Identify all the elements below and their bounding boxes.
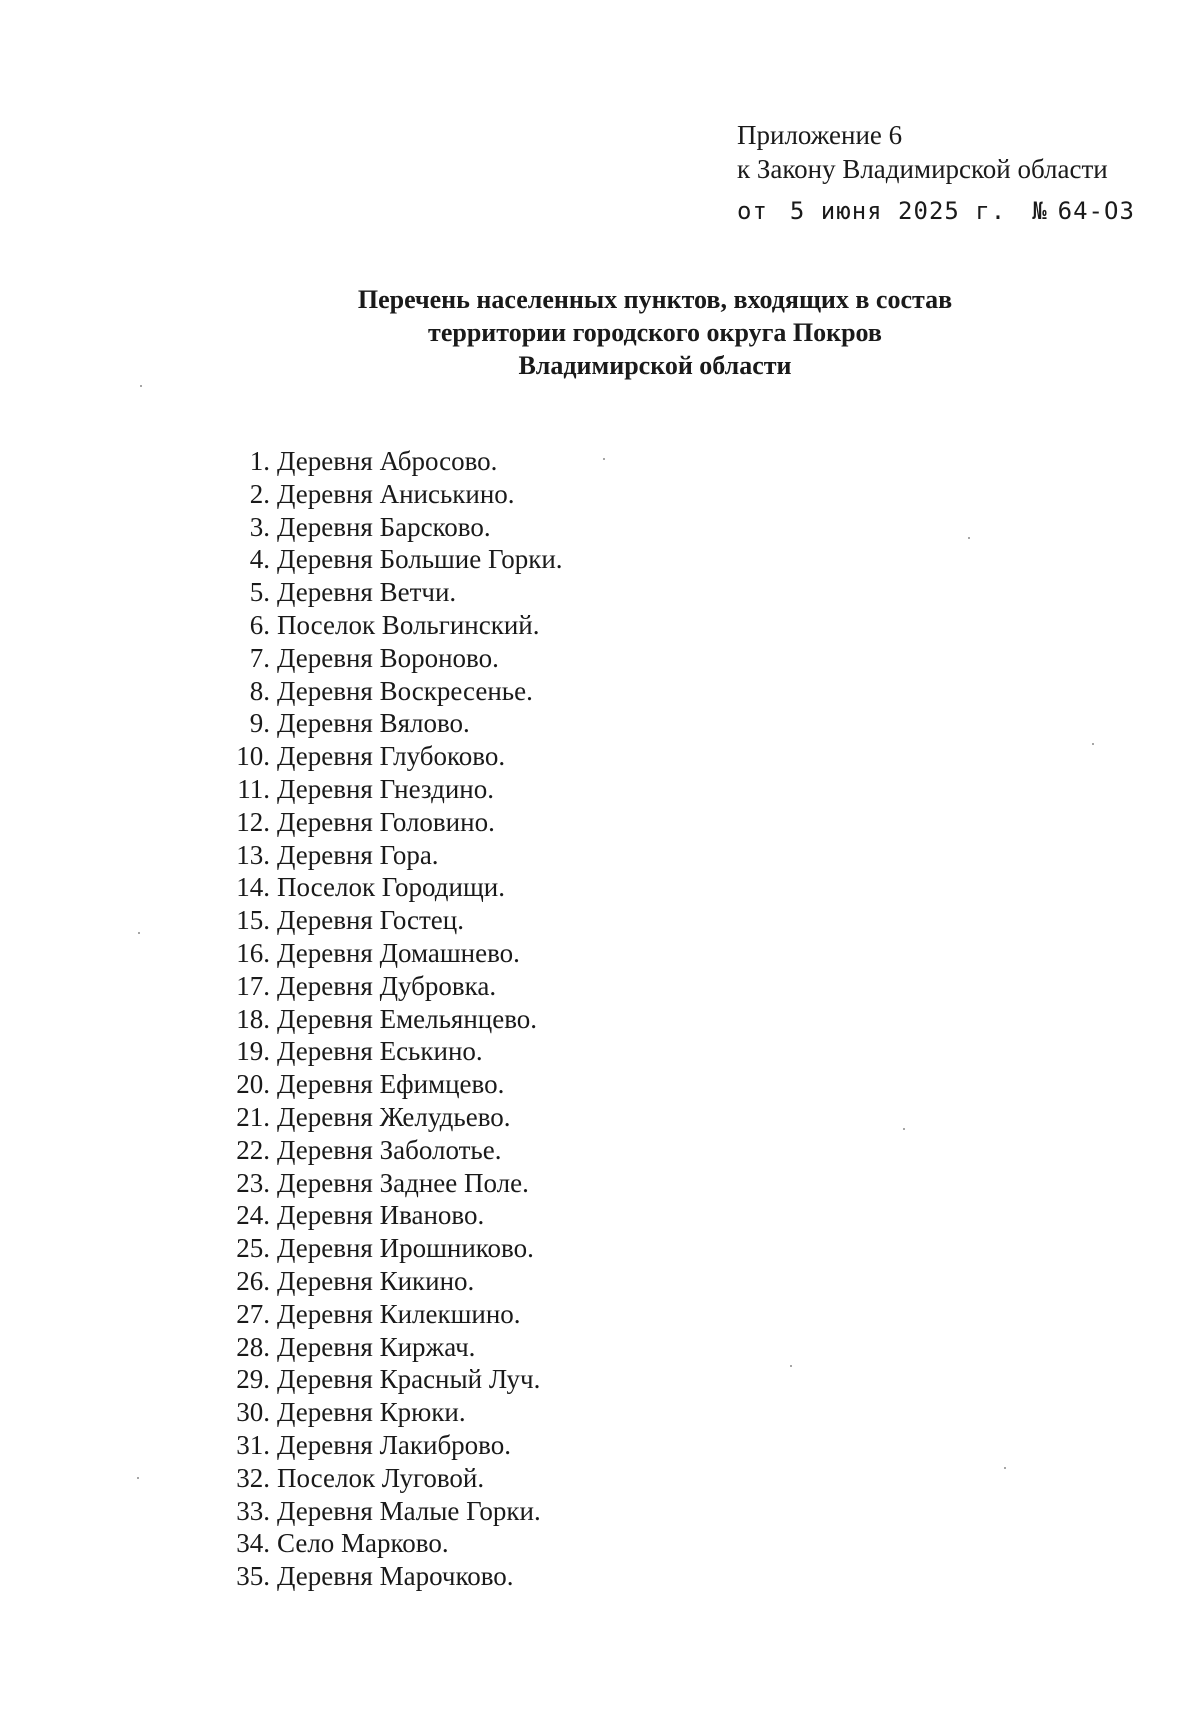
settlement-number: 8.	[249, 675, 270, 706]
settlement-item	[230, 806, 563, 839]
settlement-item	[230, 511, 563, 544]
scan-speck	[790, 1365, 792, 1367]
settlement-name: Деревня Желудьево.	[277, 1101, 511, 1132]
settlement-number: 33.	[236, 1495, 270, 1526]
settlement-item	[230, 1396, 563, 1429]
settlement-number: 13.	[236, 839, 270, 870]
settlement-name: Деревня Абросово.	[277, 446, 498, 476]
law-number: 64-ОЗ	[1057, 197, 1135, 225]
settlement-number: 24.	[236, 1200, 270, 1231]
scan-speck	[903, 1128, 905, 1130]
settlement-name: Деревня Заднее Поле.	[277, 1167, 529, 1198]
settlement-item	[230, 609, 563, 642]
settlement-name: Деревня Ветчи.	[277, 577, 457, 608]
appendix-date-number	[737, 194, 1177, 228]
settlement-name: Деревня Килекшино.	[277, 1298, 521, 1329]
settlement-name: Деревня Домашнево.	[277, 937, 520, 968]
settlement-number: 35.	[236, 1561, 270, 1592]
law-date: 5 июня 2025 г.	[789, 197, 1007, 225]
settlement-item	[230, 1527, 563, 1560]
settlement-name: Деревня Гостец.	[277, 905, 464, 936]
settlement-name: Деревня Марочково.	[277, 1561, 514, 1592]
scan-speck	[603, 458, 605, 460]
settlement-item	[230, 1265, 563, 1298]
settlement-number: 14.	[236, 872, 270, 903]
settlement-number: 18.	[236, 1003, 270, 1034]
settlement-number: 21.	[236, 1101, 270, 1132]
settlement-item	[230, 1331, 563, 1364]
settlement-number: 7.	[249, 642, 270, 673]
settlement-name: Деревня Малые Горки.	[277, 1495, 541, 1526]
settlement-item	[230, 1101, 563, 1134]
number-label: №	[1032, 197, 1048, 225]
settlement-number: 6.	[249, 609, 270, 640]
settlement-number: 32.	[236, 1462, 270, 1493]
settlement-item	[230, 1429, 563, 1462]
settlement-name: Деревня Заболотье.	[277, 1134, 502, 1165]
settlement-number: 4.	[249, 544, 270, 575]
settlement-item	[230, 576, 563, 609]
scan-speck	[140, 385, 142, 387]
settlement-name: Поселок Луговой.	[277, 1462, 485, 1493]
settlement-name: Поселок Городищи.	[277, 872, 505, 903]
settlement-name: Деревня Кикино.	[277, 1265, 475, 1296]
settlement-name: Деревня Еськино.	[277, 1036, 483, 1067]
settlement-item	[230, 904, 563, 937]
settlement-item	[230, 1068, 563, 1101]
settlement-name: Деревня Большие Горки.	[277, 544, 563, 575]
settlement-name: Село Марково.	[277, 1528, 449, 1559]
settlement-item	[230, 478, 563, 511]
settlement-name: Деревня Воскресенье.	[277, 675, 533, 706]
settlement-name: Деревня Вороново.	[277, 642, 499, 673]
settlement-item	[230, 1232, 563, 1265]
settlement-number: 3.	[249, 511, 270, 542]
settlement-name: Деревня Красный Луч.	[277, 1364, 541, 1395]
settlement-item	[230, 773, 563, 806]
settlement-number: 19.	[236, 1036, 270, 1067]
settlement-number: 20.	[236, 1069, 270, 1100]
scan-speck	[1004, 1467, 1006, 1469]
settlement-item	[230, 1199, 563, 1232]
document-title	[200, 283, 1110, 382]
title-line-3: Владимирской области	[518, 351, 792, 380]
settlement-item	[230, 1560, 563, 1593]
settlement-item	[230, 1167, 563, 1200]
settlement-name: Деревня Иваново.	[277, 1200, 485, 1231]
settlement-item	[230, 1495, 563, 1528]
settlement-number: 16.	[236, 937, 270, 968]
settlement-item	[230, 1298, 563, 1331]
settlement-name: Деревня Головино.	[277, 806, 495, 837]
settlement-item	[230, 1003, 563, 1036]
settlement-number: 26.	[236, 1265, 270, 1296]
scan-speck	[968, 537, 970, 539]
settlement-name: Деревня Барсково.	[277, 511, 491, 542]
settlement-name: Деревня Глубоково.	[277, 741, 506, 772]
settlement-number: 27.	[236, 1298, 270, 1329]
settlement-number: 11.	[237, 773, 270, 804]
scan-speck	[1092, 743, 1094, 745]
settlement-item	[230, 937, 563, 970]
appendix-law-reference: к Закону Владимирской области	[737, 154, 1108, 184]
settlement-name: Деревня Лакиброво.	[277, 1429, 511, 1460]
title-line-2: территории городского округа Покров	[428, 318, 882, 347]
settlement-number: 25.	[236, 1233, 270, 1264]
settlement-item	[230, 1462, 563, 1495]
settlement-item	[230, 707, 563, 740]
settlement-item	[230, 1363, 563, 1396]
settlement-number: 29.	[236, 1364, 270, 1395]
settlement-number: 2.	[249, 478, 270, 509]
settlement-number: 22.	[236, 1134, 270, 1165]
settlement-item	[230, 740, 563, 773]
settlement-name: Деревня Дубровка.	[277, 970, 497, 1001]
appendix-header	[737, 118, 1177, 228]
settlement-name: Деревня Гнездино.	[277, 773, 494, 804]
settlement-item	[230, 642, 563, 675]
settlement-item	[230, 970, 563, 1003]
settlement-number: 5.	[249, 577, 270, 608]
settlement-number: 1.	[249, 446, 270, 476]
scan-speck	[138, 932, 140, 934]
settlement-item	[230, 543, 563, 576]
settlement-number: 10.	[236, 741, 270, 772]
settlement-item	[230, 1035, 563, 1068]
settlement-number: 30.	[236, 1397, 270, 1428]
settlement-name: Поселок Вольгинский.	[277, 609, 540, 640]
settlement-item	[230, 871, 563, 904]
settlement-item	[230, 445, 563, 478]
settlement-number: 17.	[236, 970, 270, 1001]
settlement-name: Деревня Ирошниково.	[277, 1233, 534, 1264]
settlement-number: 31.	[236, 1429, 270, 1460]
scan-speck	[137, 1477, 139, 1479]
settlement-name: Деревня Емельянцево.	[277, 1003, 538, 1034]
title-line-1: Перечень населенных пунктов, входящих в состав	[357, 285, 953, 314]
appendix-title: Приложение 6	[737, 120, 903, 150]
settlement-item	[230, 1134, 563, 1167]
settlement-item	[230, 675, 563, 708]
settlement-name: Деревня Гора.	[277, 839, 439, 870]
settlement-item	[230, 839, 563, 872]
settlement-number: 12.	[236, 806, 270, 837]
settlement-name: Деревня Аниськино.	[277, 478, 515, 509]
settlement-list	[230, 445, 563, 1593]
settlement-number: 9.	[249, 708, 270, 739]
settlement-number: 23.	[236, 1167, 270, 1198]
from-label: от	[737, 197, 768, 225]
settlement-number: 34.	[236, 1528, 270, 1559]
settlement-name: Деревня Киржач.	[277, 1331, 476, 1362]
settlement-name: Деревня Вялово.	[277, 708, 470, 739]
settlement-number: 28.	[236, 1331, 270, 1362]
settlement-number: 15.	[236, 905, 270, 936]
settlement-name: Деревня Крюки.	[277, 1397, 466, 1428]
settlement-name: Деревня Ефимцево.	[277, 1069, 505, 1100]
